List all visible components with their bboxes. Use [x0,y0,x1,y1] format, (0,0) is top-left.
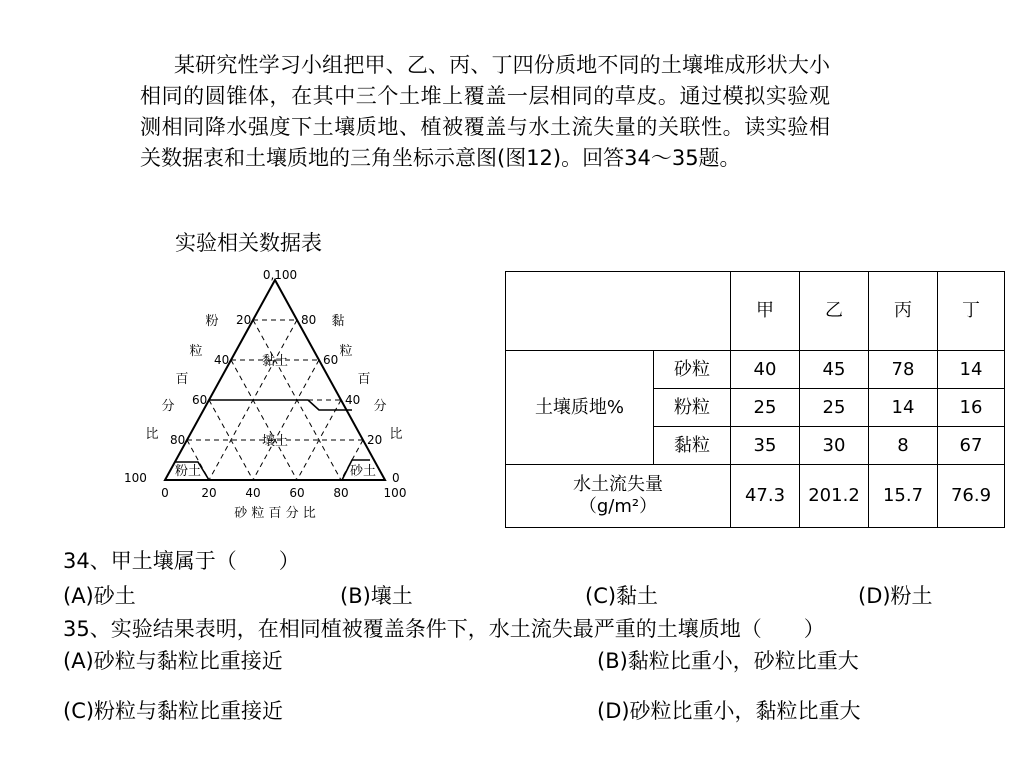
q34-option-d[interactable]: (D)粉土 [858,584,933,608]
table-cell: 78 [869,351,938,389]
loss-value: 47.3 [731,465,800,528]
q34-option-c[interactable]: (C)黏土 [585,584,659,608]
table-cell: 30 [800,427,869,465]
soil-texture-group-label: 土壤质地% [506,351,654,465]
right-axis-char: 百 [357,372,371,387]
table-cell: 14 [869,389,938,427]
bottom-tick: 40 [245,486,261,500]
table-cell: 40 [731,351,800,389]
table-row [506,351,1005,389]
top-vertex-label: 0,100 [262,268,298,282]
soil-texture-triangle [120,265,410,530]
left-bottom-label: 100 [124,471,147,485]
question-35-stem: 35、实验结果表明，在相同植被覆盖条件下，水土流失最严重的土壤质地（ ） [63,617,825,641]
bottom-tick: 60 [289,486,305,500]
bottom-tick: 0 [161,486,169,500]
table-cell: 45 [800,351,869,389]
left-tick: 20 [236,313,252,327]
table-caption: 实验相关数据表 [175,231,322,255]
bottom-axis-label: 砂 粒 百 分 比 [234,506,316,521]
left-axis-char: 粉 [205,314,219,329]
region-clay-label: 黏土 [261,354,289,369]
loss-unit: （g/m²） [578,496,658,517]
bottom-tick: 80 [333,486,349,500]
table-cell: 25 [731,389,800,427]
table-cell: 67 [938,427,1005,465]
table-cell: 14 [938,351,1005,389]
right-axis-char: 比 [389,427,403,442]
q35-option-d[interactable]: (D)砂粒比重小，黏粒比重大 [597,699,861,723]
question-34-stem: 34、甲土壤属于（ ） [63,549,300,573]
row-label: 黏粒 [654,427,731,465]
left-axis-char: 粒 [189,344,203,359]
right-axis-char: 粒 [339,344,353,359]
right-axis-char: 分 [373,399,387,414]
left-tick: 80 [170,433,186,447]
right-tick: 40 [345,393,361,407]
q34-option-a[interactable]: (A)砂土 [63,584,136,608]
loss-value: 15.7 [869,465,938,528]
bottom-tick: 100 [383,486,407,500]
q35-option-c[interactable]: (C)粉粒与黏粒比重接近 [63,699,284,723]
table-cell: 35 [731,427,800,465]
q35-option-b[interactable]: (B)黏粒比重小，砂粒比重大 [597,649,859,673]
left-tick: 40 [214,353,230,367]
left-axis-char: 比 [145,427,159,442]
triangle-outline [165,280,385,480]
region-silt-label: 粉土 [174,464,202,479]
col-header-yi: 乙 [800,272,869,351]
row-label: 粉粒 [654,389,731,427]
col-header-bing: 丙 [869,272,938,351]
loss-row [506,465,1005,528]
left-axis-char: 分 [161,399,175,414]
left-tick: 60 [192,393,208,407]
right-tick: 60 [323,353,339,367]
table-cell: 16 [938,389,1005,427]
loss-label: 水土流失量 [573,474,663,495]
table-cell: 25 [800,389,869,427]
region-sand-label: 砂土 [349,464,377,479]
intro-paragraph [140,50,830,174]
right-tick: 80 [301,313,317,327]
left-axis-char: 百 [175,372,189,387]
region-loam-label: 壤土 [261,434,289,449]
table-header-row [506,272,1005,351]
loss-value: 201.2 [800,465,869,528]
experiment-data-table [505,271,1005,528]
col-header-jia: 甲 [731,272,800,351]
row-label: 砂粒 [654,351,731,389]
intro-text: 某研究性学习小组把甲、乙、丙、丁四份质地不同的土壤堆成形状大小相同的圆锥体，在其中三个土堆上覆盖一层相同的草皮。通过模拟实验观测相同降水强度下土壤质地、植被覆盖与水土流失量的关联性。读实验相关数据衷和土壤质地的三角坐标示意图(图12)。回答34～35题。 [140,53,830,170]
right-tick: 20 [367,433,383,447]
right-bottom-label: 0 [392,471,400,485]
loss-value: 76.9 [938,465,1005,528]
q35-option-a[interactable]: (A)砂粒与黏粒比重接近 [63,649,283,673]
right-axis-char: 黏 [331,314,345,329]
bottom-tick: 20 [201,486,217,500]
table-cell: 8 [869,427,938,465]
loss-label-cell [506,465,731,528]
col-header-ding: 丁 [938,272,1005,351]
q34-option-b[interactable]: (B)壤土 [340,584,413,608]
